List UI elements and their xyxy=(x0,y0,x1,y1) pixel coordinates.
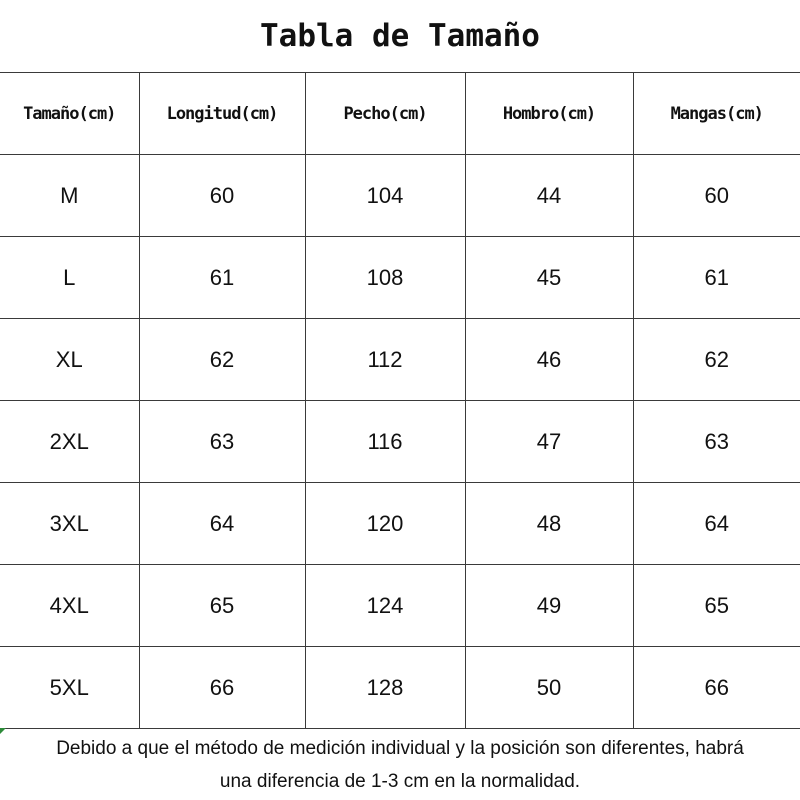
table-body xyxy=(0,155,800,729)
table-row xyxy=(0,565,800,647)
cell-chest: 124 xyxy=(305,565,465,647)
cell-chest: 128 xyxy=(305,647,465,729)
column-header-chest: Pecho(cm) xyxy=(305,73,465,155)
note-line-1: Debido a que el método de medición individual y la posición son diferentes, habrá xyxy=(56,738,744,759)
cell-shoulder: 50 xyxy=(465,647,633,729)
cell-size: M xyxy=(0,155,139,237)
table-row xyxy=(0,155,800,237)
cell-size: XL xyxy=(0,319,139,401)
cell-length: 63 xyxy=(139,401,305,483)
cell-shoulder: 49 xyxy=(465,565,633,647)
cell-sleeves: 61 xyxy=(633,237,800,319)
cell-length: 65 xyxy=(139,565,305,647)
size-table xyxy=(0,72,800,729)
cell-sleeves: 64 xyxy=(633,483,800,565)
cell-size: 5XL xyxy=(0,647,139,729)
cell-length: 64 xyxy=(139,483,305,565)
column-header-shoulder: Hombro(cm) xyxy=(465,73,633,155)
column-header-length: Longitud(cm) xyxy=(139,73,305,155)
cell-sleeves: 60 xyxy=(633,155,800,237)
table-row xyxy=(0,483,800,565)
cell-shoulder: 48 xyxy=(465,483,633,565)
cell-length: 60 xyxy=(139,155,305,237)
cell-chest: 116 xyxy=(305,401,465,483)
cell-size: L xyxy=(0,237,139,319)
column-header-size: Tamaño(cm) xyxy=(0,73,139,155)
cell-chest: 108 xyxy=(305,237,465,319)
cell-size: 4XL xyxy=(0,565,139,647)
header-row xyxy=(0,73,800,155)
cell-sleeves: 65 xyxy=(633,565,800,647)
note-line-2: una diferencia de 1-3 cm en la normalidad. xyxy=(219,771,581,792)
cell-shoulder: 45 xyxy=(465,237,633,319)
table-row xyxy=(0,319,800,401)
cell-sleeves: 63 xyxy=(633,401,800,483)
table-title: Tabla de Tamaño xyxy=(260,18,540,54)
table-row xyxy=(0,237,800,319)
cell-sleeves: 62 xyxy=(633,319,800,401)
column-header-sleeves: Mangas(cm) xyxy=(633,73,800,155)
cell-chest: 112 xyxy=(305,319,465,401)
cell-length: 61 xyxy=(139,237,305,319)
cell-shoulder: 44 xyxy=(465,155,633,237)
table-row xyxy=(0,647,800,729)
cell-chest: 120 xyxy=(305,483,465,565)
cell-shoulder: 46 xyxy=(465,319,633,401)
cell-length: 66 xyxy=(139,647,305,729)
cell-chest: 104 xyxy=(305,155,465,237)
cell-size: 2XL xyxy=(0,401,139,483)
measurement-note xyxy=(0,728,800,800)
cell-length: 62 xyxy=(139,319,305,401)
cell-sleeves: 66 xyxy=(633,647,800,729)
cell-size: 3XL xyxy=(0,483,139,565)
cell-shoulder: 47 xyxy=(465,401,633,483)
table-row xyxy=(0,401,800,483)
